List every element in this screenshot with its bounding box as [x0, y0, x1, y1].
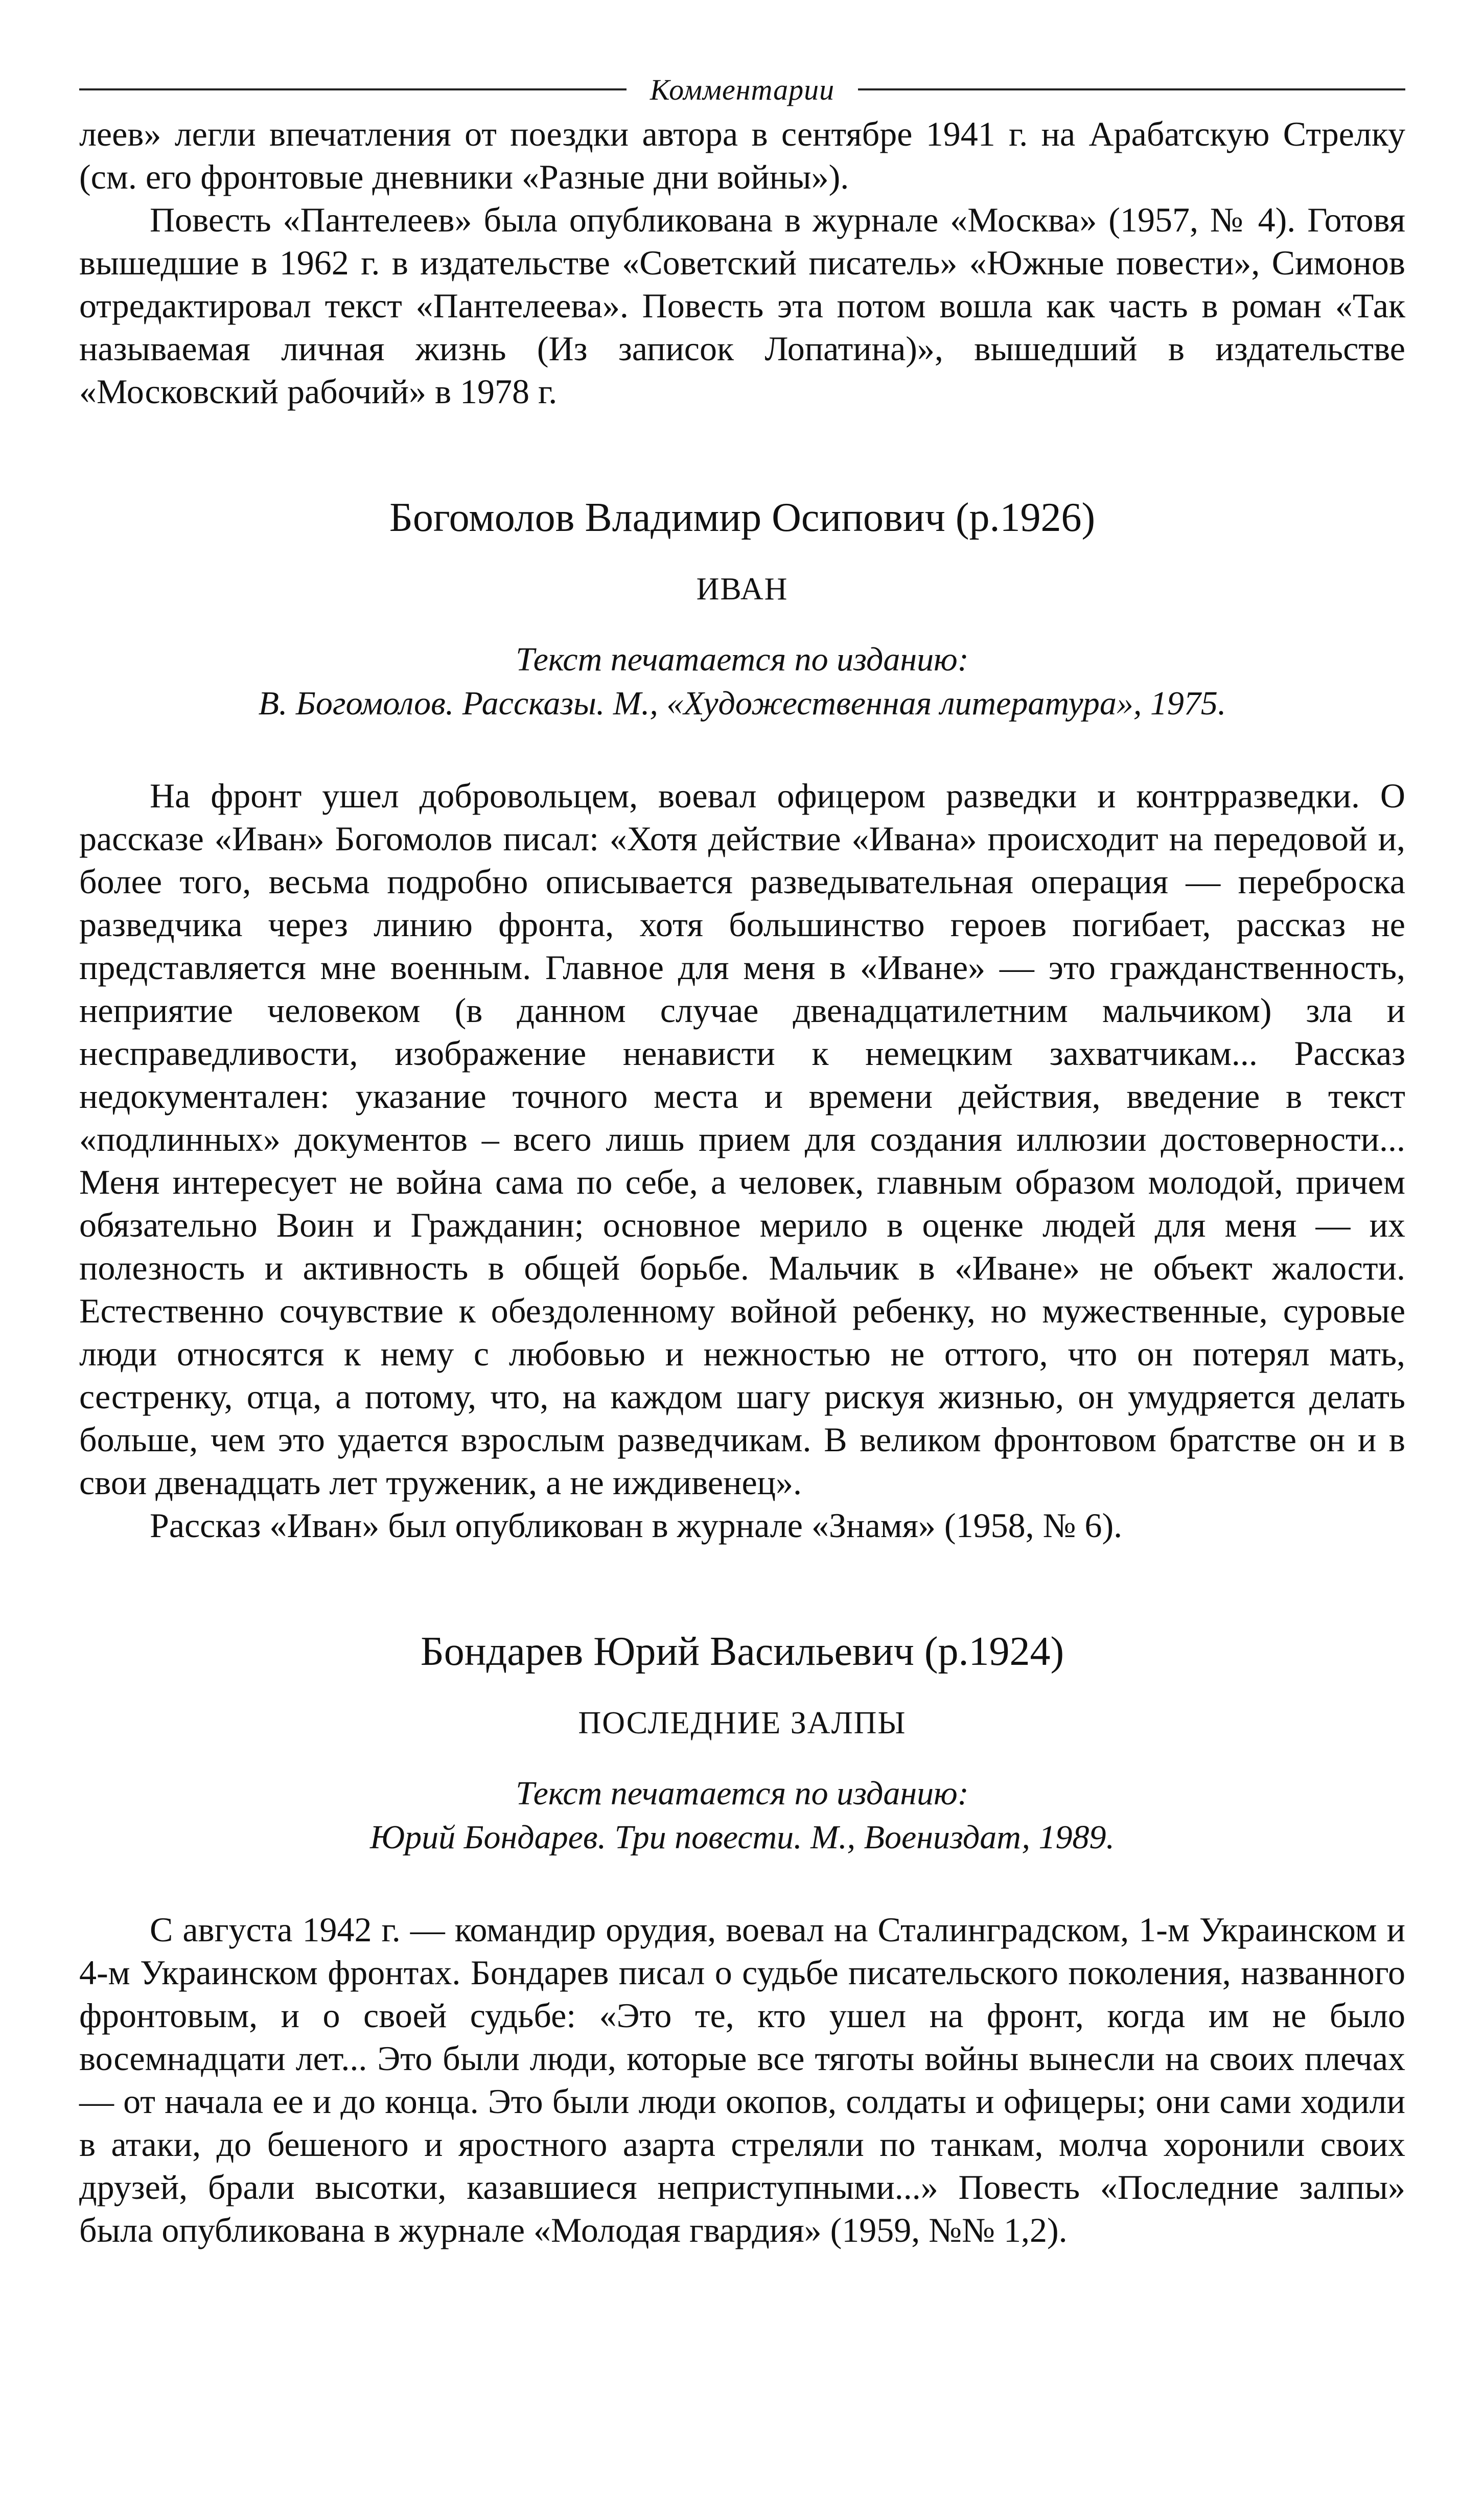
header-rule-right: [858, 88, 1405, 90]
commentary-section-bondarev: [79, 1626, 1405, 2251]
commentary-section-bogomolov: [79, 492, 1405, 1547]
source-text: В. Богомолов. Рассказы. М., «Художественная литература», 1975.: [258, 685, 1226, 722]
book-page: [79, 66, 1405, 2251]
author-heading: Бондарев Юрий Васильевич (р.1924): [420, 1629, 1064, 1674]
source-text: Юрий Бондарев. Три повести. М., Воениздат, 1989.: [369, 1819, 1115, 1856]
source-note: [79, 638, 1405, 726]
source-label: Текст печатается по изданию:: [516, 1775, 969, 1812]
commentary-paragraph: Рассказ «Иван» был опубликован в журнале «Знамя» (1958, № 6).: [150, 1506, 1123, 1545]
work-title: ПОСЛЕДНИЕ ЗАЛПЫ: [578, 1706, 907, 1740]
intro-paragraph: Повесть «Пантелеев» была опубликована в журнале «Москва» (1957, № 4). Готовя вышедшие в 1962 г. в издательстве «Советский писатель» «Южные повести», Симонов отредактировал текст «Пантелеева». Повесть эта потом вошла как часть в роман «Так называемая личная жизнь (Из записок Лопатина)», вышедший в издательстве «Московский рабочий» в 1978 г.: [79, 200, 1405, 411]
running-header: [79, 66, 1405, 112]
running-title: Комментарии: [650, 73, 835, 106]
author-heading: Богомолов Владимир Осипович (р.1926): [389, 495, 1096, 540]
intro-paragraph-continued: леев» легли впечатления от поездки автора в сентябре 1941 г. на Арабатскую Стрелку (см. его фронтовые дневники «Разные дни войны»).: [79, 114, 1405, 196]
commentary-paragraph: С августа 1942 г. — командир орудия, воевал на Сталинградском, 1-м Украинском и 4-м Украинском фронтах. Бондарев писал о судьбе писательского поколения, названного фронтовым, и о своей судьбе: «Это те, кто ушел на фронт, когда им не было восемнадцати лет... Это были люди, которые все тяготы войны вынесли на своих плечах — от начала ее и до конца. Это были люди окопов, солдаты и офицеры; они сами ходили в атаки, до бешеного и яростного азарта стреляли по танкам, молча хоронили своих друзей, брали высотки, казавшиеся неприступными...» Повесть «Последние залпы» была опубликована в журнале «Молодая гвардия» (1959, №№ 1,2).: [79, 1910, 1405, 2249]
commentary-paragraph: На фронт ушел добровольцем, воевал офицером разведки и контрразведки. О рассказе «Иван» Богомолов писал: «Хотя действие «Ивана» происходит на передовой и, более того, весьма подробно описывается разведывательная операция — переброска разведчика через линию фронта, хотя большинство героев погибает, рассказ не представляется мне военным. Главное для меня в «Иване» — это гражданственность, неприятие человеком (в данном случае двенадцатилетним мальчиком) зла и несправедливости, изображение ненависти к немецким захватчикам... Рассказ недокументален: указание точного места и времени действия, введение в текст «подлинных» документов – всего лишь прием для создания иллюзии достоверности... Меня интересует не война сама по себе, а человек, главным образом молодой, причем обязательно Воин и Гражданин; основное мерило в оценке людей для меня — их полезность и активность в общей борьбе. Мальчик в «Иване» не объект жалости. Естественно сочувствие к обездоленному войной ребенку, но мужественные, суровые люди относятся к нему с любовью и нежностью не оттого, что он потерял мать, сестренку, отца, а потому, что, на каждом шагу рискуя жизнью, он умудряется делать больше, чем это удается взрослым разведчикам. В великом фронтовом братстве он и в свои двенадцать лет труженик, а не иждивенец».: [79, 776, 1405, 1502]
source-note: [79, 1772, 1405, 1860]
header-rule-left: [79, 88, 627, 90]
work-title: ИВАН: [696, 572, 789, 607]
source-label: Текст печатается по изданию:: [516, 641, 969, 678]
